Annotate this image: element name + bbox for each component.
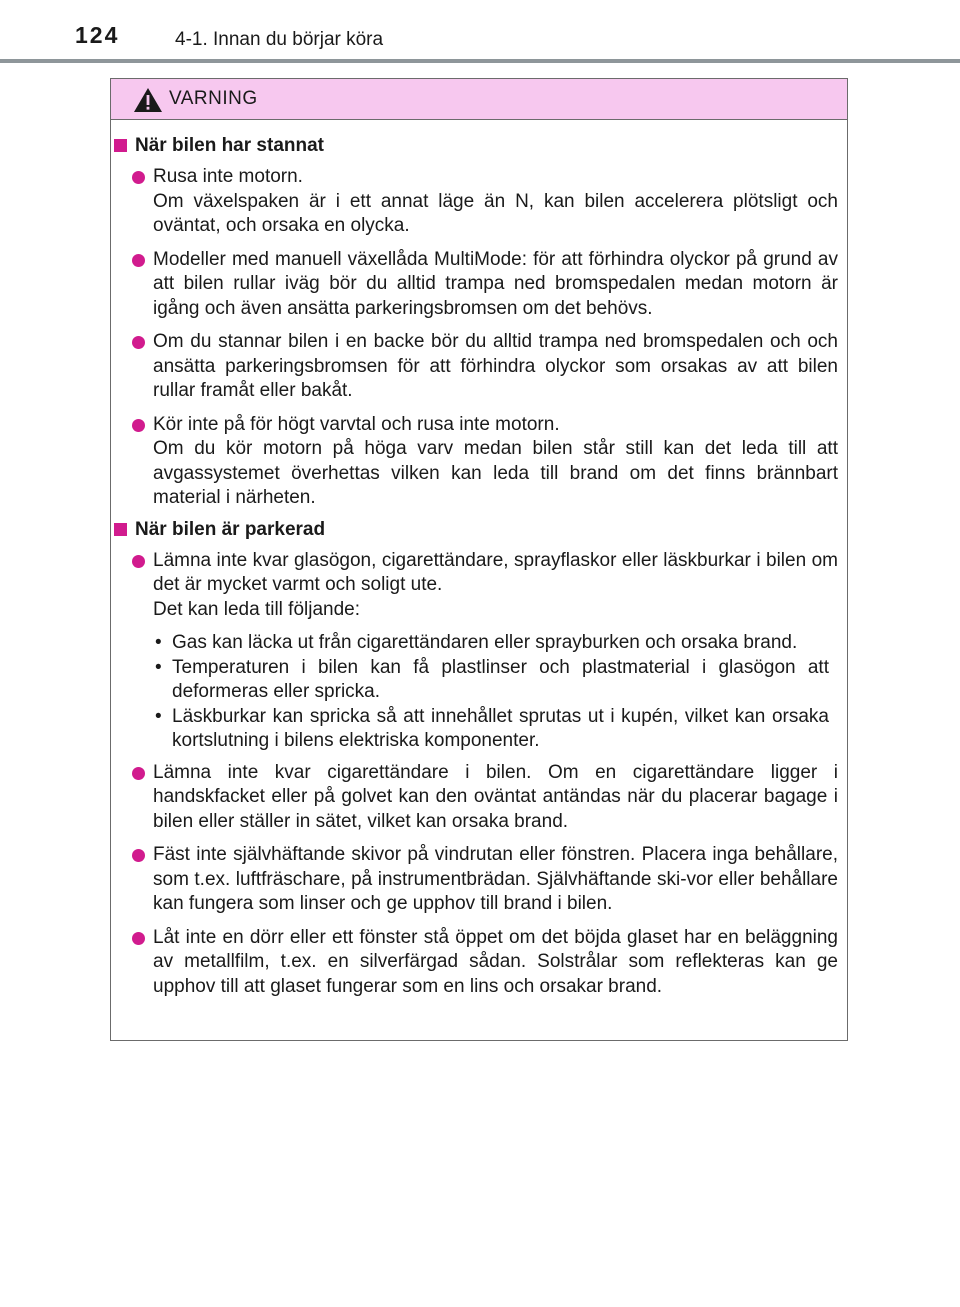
warning-label: VARNING <box>169 88 258 109</box>
item-text: Om du kör motorn på höga varv medan bilen står still kan det leda till att avgassystemet överhettas vilken kan leda till brand om det finns brännbart material i närheten. <box>153 438 838 508</box>
item-text: Lämna inte kvar glasögon, cigarettändare, sprayflaskor eller läskburkar i bilen om det är mycket varmt och soligt ute. <box>153 549 838 595</box>
warning-body <box>111 120 847 999</box>
round-bullet-icon <box>132 336 145 349</box>
sub-item-text: Temperaturen i bilen kan få plastlinser och plastmaterial i glasögon att deformeras eller spricka. <box>172 656 829 702</box>
sub-item-text: Gas kan läcka ut från cigarettändaren eller sprayburken och orsaka brand. <box>172 632 798 653</box>
list-item <box>111 926 838 1000</box>
section-heading <box>111 134 838 158</box>
warning-header <box>111 79 847 120</box>
square-bullet-icon <box>114 523 127 536</box>
section-title: 4-1. Innan du börjar köra <box>175 29 384 50</box>
square-bullet-icon <box>114 139 127 152</box>
item-text: Rusa inte motorn. <box>153 166 303 187</box>
round-bullet-icon <box>132 932 145 945</box>
dot-bullet-icon: • <box>155 705 162 727</box>
round-bullet-icon <box>132 555 145 568</box>
list-item <box>111 165 838 239</box>
sub-list-item <box>111 705 838 754</box>
list-item <box>111 843 838 917</box>
round-bullet-icon <box>132 767 145 780</box>
item-text: Om du stannar bilen i en backe bör du alltid trampa ned bromspedalen och och ansätta parkeringsbromsen för att förhindra olyckor som orsakas av att bilen rullar framåt eller bakåt. <box>153 331 838 401</box>
sub-item-text: Läskburkar kan spricka så att innehållet sprutas ut i kupén, vilket kan orsaka kortslutning i bilens elektriska komponenter. <box>172 705 829 751</box>
item-text: Modeller med manuell växellåda MultiMode: för att förhindra olyckor på grund av att bilen rullar iväg bör du alltid trampa ned bromspedalen medan motorn är igång och även ansätta parkeringsbromsen om det behövs. <box>153 248 838 319</box>
sub-list-item <box>111 631 838 656</box>
list-item <box>111 248 838 322</box>
item-text: Det kan leda till följande: <box>153 598 361 620</box>
list-item <box>111 549 838 623</box>
round-bullet-icon <box>132 849 145 862</box>
round-bullet-icon <box>132 171 145 184</box>
warning-triangle-icon <box>133 87 163 113</box>
sub-list-item <box>111 656 838 705</box>
round-bullet-icon <box>132 254 145 267</box>
list-item <box>111 413 838 511</box>
dot-bullet-icon: • <box>155 656 162 678</box>
page-header <box>0 0 960 64</box>
header-rule <box>0 59 960 63</box>
item-text: Låt inte en dörr eller ett fönster stå öppet om det böjda glaset har en beläggning av metallfilm, t.ex. en silverfärgad sådan. Solstrålar som reflekteras kan ge upphov till att glaset fungerar som en lins och orsakar brand. <box>153 926 838 997</box>
section-heading <box>111 518 838 542</box>
section-heading-text: När bilen är parkerad <box>135 518 326 540</box>
list-item <box>111 330 838 404</box>
round-bullet-icon <box>132 419 145 432</box>
dot-bullet-icon: • <box>155 632 162 653</box>
item-text: Lämna inte kvar cigarettändare i bilen. Om en cigarettändare ligger i handskfacket eller på golvet kan den oväntat antändas när du placerar bagage i bilen eller ställer in sätet, vilket kan orsaka brand. <box>153 761 838 832</box>
page-number: 124 <box>75 22 120 48</box>
item-text: Kör inte på för högt varvtal och rusa inte motorn. <box>153 413 560 435</box>
section-heading-text: När bilen har stannat <box>135 135 324 156</box>
item-text: Om växelspaken är i ett annat läge än N, kan bilen accelerera plötsligt och oväntat, och orsaka en olycka. <box>153 190 838 236</box>
warning-box <box>110 78 848 1041</box>
item-text: Fäst inte självhäftande skivor på vindrutan eller fönstren. Placera inga behållare, som t.ex. luftfräschare, på instrumentbrädan. Självhäftande ski-vor eller behållare kan fungera som linser och ge upphov till brand i bilen. <box>153 844 838 914</box>
list-item <box>111 761 838 835</box>
